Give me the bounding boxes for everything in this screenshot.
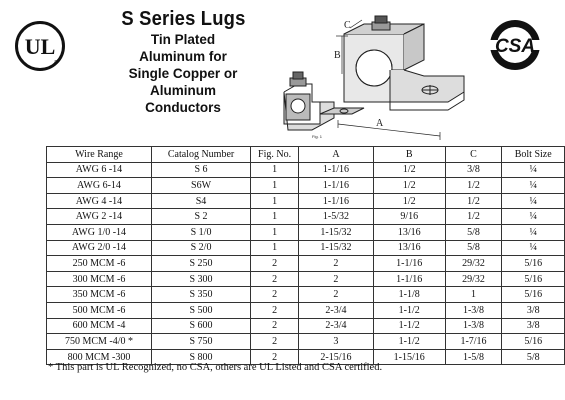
table-cell: 350 MCM -6 [47, 287, 152, 303]
table-cell: AWG 6-14 [47, 178, 152, 194]
table-cell: 9/16 [373, 209, 445, 225]
table-cell: 2-3/4 [299, 318, 374, 334]
subtitle-line-3: Single Copper or [128, 66, 238, 81]
table-row [47, 162, 565, 178]
table-row [47, 334, 565, 350]
table-cell: ¼ [502, 224, 565, 240]
table-cell: AWG 6 -14 [47, 162, 152, 178]
table-cell: ¼ [502, 193, 565, 209]
table-cell: 2 [251, 318, 299, 334]
header-bolt-size: Bolt Size [502, 147, 565, 163]
table-cell: S 350 [151, 287, 250, 303]
table-cell: ¼ [502, 240, 565, 256]
table-cell: 1-15/16 [373, 349, 445, 365]
table-cell: 13/16 [373, 224, 445, 240]
table-cell: AWG 4 -14 [47, 193, 152, 209]
table-cell: S 750 [151, 334, 250, 350]
csa-logo-text: CSA [494, 36, 536, 57]
table-cell: 3 [299, 334, 374, 350]
table-cell: 1-1/16 [373, 271, 445, 287]
table-cell: 13/16 [373, 240, 445, 256]
table-cell: S 2/0 [151, 240, 250, 256]
table-cell: 1-1/16 [299, 162, 374, 178]
table-cell: 5/16 [502, 271, 565, 287]
table-cell: S 800 [151, 349, 250, 365]
table-cell: ¼ [502, 209, 565, 225]
spec-table [46, 146, 565, 365]
table-cell: 2 [251, 302, 299, 318]
subtitle-line-5: Conductors [145, 100, 221, 115]
table-cell: 1 [445, 287, 502, 303]
table-cell: 2 [299, 271, 374, 287]
table-cell: 600 MCM -4 [47, 318, 152, 334]
table-cell: S4 [151, 193, 250, 209]
table-cell: AWG 1/0 -14 [47, 224, 152, 240]
table-cell: S 1/0 [151, 224, 250, 240]
table-cell: S 600 [151, 318, 250, 334]
table-cell: 500 MCM -6 [47, 302, 152, 318]
table-row [47, 193, 565, 209]
table-cell: 2-3/4 [299, 302, 374, 318]
ul-logo [14, 20, 66, 72]
dim-b-label: B [334, 50, 341, 61]
subtitle-line-1: Tin Plated [150, 32, 216, 47]
table-cell: 1-15/32 [299, 240, 374, 256]
table-cell: 1 [251, 240, 299, 256]
subtitle-line-4: Aluminum [150, 83, 216, 98]
large-lug-figure [344, 16, 464, 110]
table-cell: 2-15/16 [299, 349, 374, 365]
dim-c-label: C [344, 20, 351, 31]
table-cell: AWG 2 -14 [47, 209, 152, 225]
table-cell: 3/8 [502, 302, 565, 318]
table-cell: S 300 [151, 271, 250, 287]
table-cell: 1-1/16 [299, 178, 374, 194]
table-cell: 3/8 [445, 162, 502, 178]
dim-a-label: A [376, 118, 384, 129]
header-c: C [445, 147, 502, 163]
header-catalog-number: Catalog Number [151, 147, 250, 163]
table-cell: 300 MCM -6 [47, 271, 152, 287]
table-cell: 5/8 [502, 349, 565, 365]
table-cell: 5/8 [445, 240, 502, 256]
table-row [47, 318, 565, 334]
table-cell: 1/2 [445, 178, 502, 194]
table-cell: 1-3/8 [445, 302, 502, 318]
table-cell: 2 [299, 287, 374, 303]
table-cell: 1 [251, 162, 299, 178]
table-cell: 2 [251, 334, 299, 350]
table-cell: 800 MCM -300 [47, 349, 152, 365]
series-title: S Series Lugs [120, 8, 246, 30]
table-cell: 1-5/32 [299, 209, 374, 225]
table-cell: 1-3/8 [445, 318, 502, 334]
table-cell: ¼ [502, 178, 565, 194]
table-cell: S 250 [151, 256, 250, 272]
header-a: A [299, 147, 374, 163]
table-cell: AWG 2/0 -14 [47, 240, 152, 256]
table-cell: 2 [251, 287, 299, 303]
table-body [47, 162, 565, 365]
table-cell: S 2 [151, 209, 250, 225]
table-cell: 2 [251, 271, 299, 287]
subtitle-line-2: Aluminum for [139, 49, 227, 64]
table-cell: 5/16 [502, 256, 565, 272]
table-cell: 1 [251, 178, 299, 194]
table-cell: 1-1/16 [299, 193, 374, 209]
product-title [72, 8, 294, 116]
footnote: * This part is UL Recognized, no CSA, others are UL Listed and CSA certified. [48, 362, 383, 373]
table-cell: 1-1/2 [373, 302, 445, 318]
table-cell: 1-15/32 [299, 224, 374, 240]
table-cell: 5/16 [502, 334, 565, 350]
table-row [47, 256, 565, 272]
table-cell: S6W [151, 178, 250, 194]
table-cell: 1-1/16 [373, 256, 445, 272]
table-row [47, 224, 565, 240]
lug-drawing [272, 14, 472, 142]
table-cell: 1-5/8 [445, 349, 502, 365]
table-cell: ¼ [502, 162, 565, 178]
table-header-row [47, 147, 565, 163]
fig-label: Fig. 1 [312, 134, 323, 139]
table-cell: 2 [299, 256, 374, 272]
table-cell: 5/16 [502, 287, 565, 303]
table-cell: 1-1/2 [373, 318, 445, 334]
svg-text:®: ® [54, 60, 58, 66]
table-cell: 1-1/2 [373, 334, 445, 350]
table-row [47, 178, 565, 194]
table-row [47, 287, 565, 303]
table-row [47, 302, 565, 318]
table-cell: 2 [251, 349, 299, 365]
table-row [47, 209, 565, 225]
table-cell: S 6 [151, 162, 250, 178]
table-row [47, 240, 565, 256]
table-cell: 2 [251, 256, 299, 272]
table-cell: 29/32 [445, 256, 502, 272]
csa-logo [488, 18, 544, 72]
table-cell: 1 [251, 193, 299, 209]
table-cell: 3/8 [502, 318, 565, 334]
header-fig-no: Fig. No. [251, 147, 299, 163]
table-cell: 1 [251, 224, 299, 240]
table-cell: S 500 [151, 302, 250, 318]
header-b: B [373, 147, 445, 163]
table-cell: 1/2 [373, 193, 445, 209]
table-cell: 1/2 [445, 193, 502, 209]
header-wire-range: Wire Range [47, 147, 152, 163]
table-cell: 5/8 [445, 224, 502, 240]
table-cell: 1/2 [373, 162, 445, 178]
table-cell: 1-7/16 [445, 334, 502, 350]
table-cell: 750 MCM -4/0 * [47, 334, 152, 350]
ul-logo-text: UL [24, 34, 56, 59]
table-row [47, 271, 565, 287]
table-cell: 29/32 [445, 271, 502, 287]
table-cell: 250 MCM -6 [47, 256, 152, 272]
table-cell: 1 [251, 209, 299, 225]
table-cell: 1/2 [445, 209, 502, 225]
table-cell: 1-1/8 [373, 287, 445, 303]
table-cell: 1/2 [373, 178, 445, 194]
